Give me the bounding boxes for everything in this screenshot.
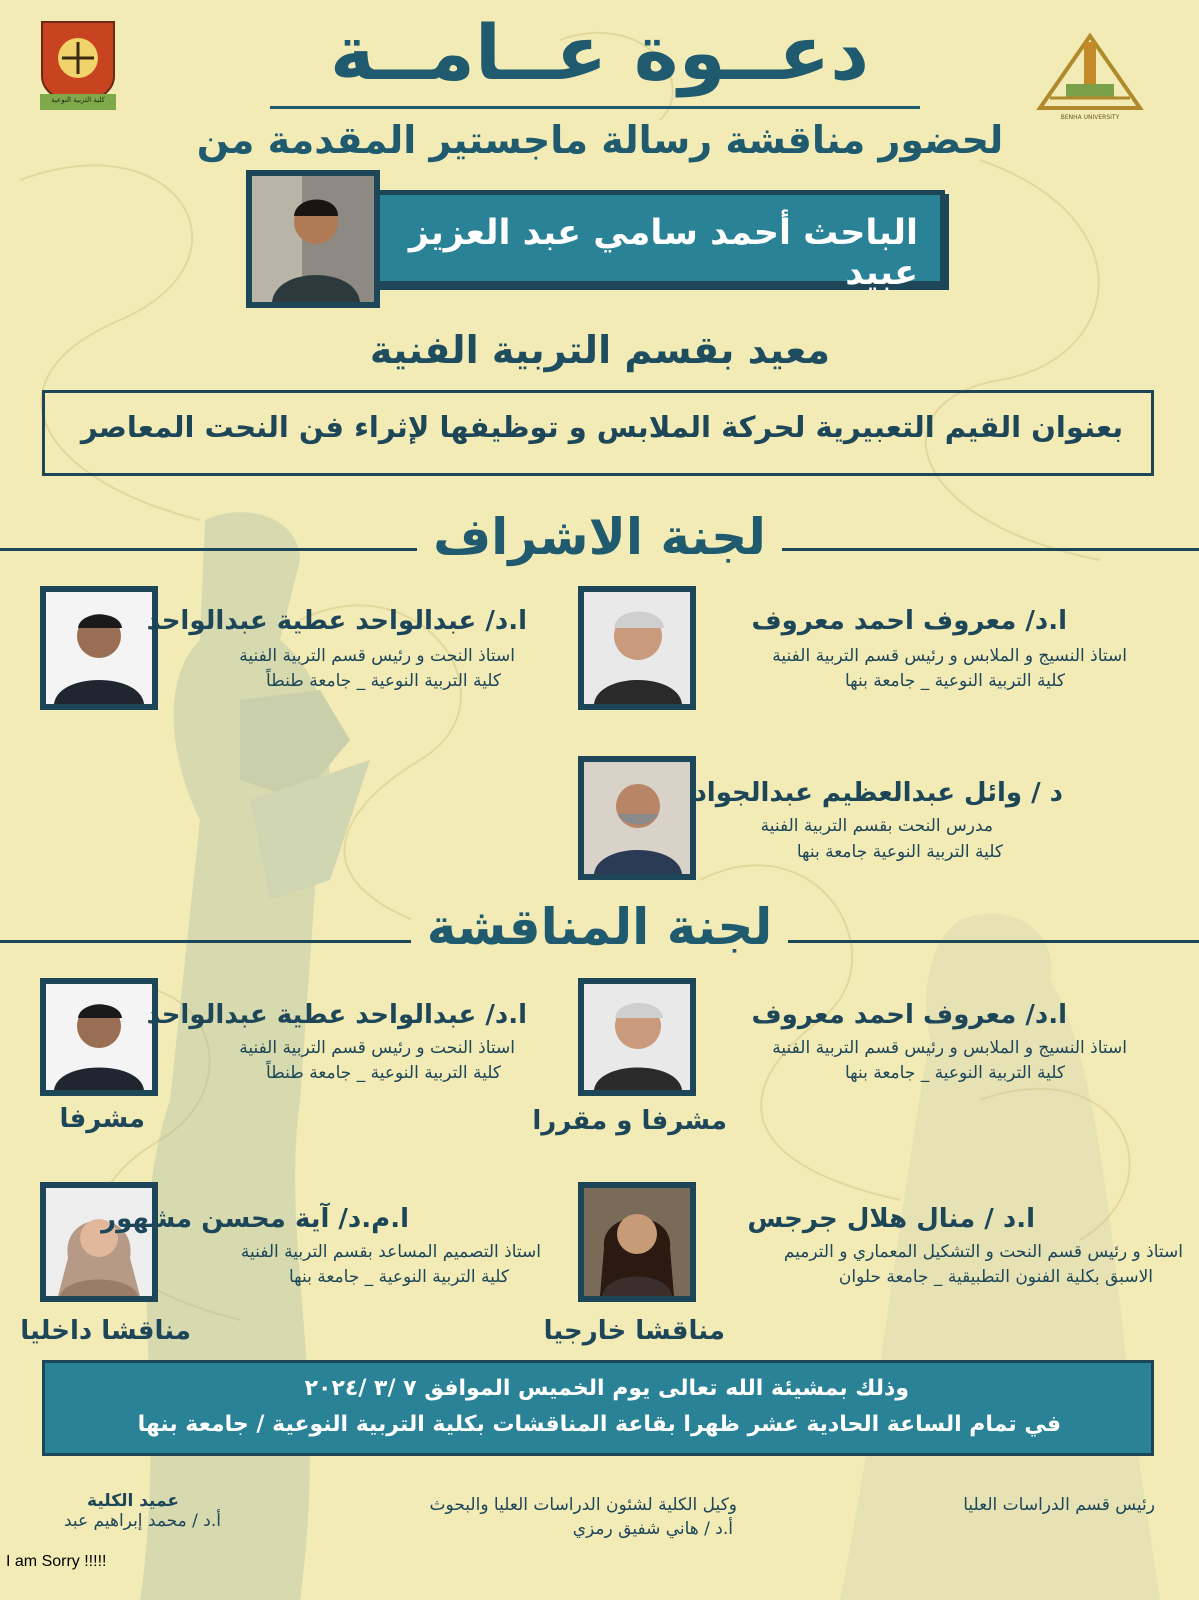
discussion-name-3: ا.د / منال هلال جرجس <box>747 1204 1035 1234</box>
supervisor-photo-2 <box>40 586 158 710</box>
event-time-location-line: في تمام الساعة الحادية عشر ظهرا بقاعة المناقشات بكلية التربية النوعية / جامعة بنها <box>137 1412 1061 1437</box>
discussion-avatar-icon <box>46 984 152 1090</box>
discussion-line2-4: كلية التربية النوعية _ جامعة بنها <box>288 1267 509 1287</box>
discussion-name-1: ا.د/ معروف احمد معروف <box>751 1000 1067 1030</box>
supervisor-name-2: ا.د/ عبدالواحد عطية عبدالواحد <box>146 606 527 636</box>
event-date-line: وذلك بمشيئة الله تعالى يوم الخميس الموافق ٧ /٣ /٢٠٢٤ <box>304 1376 909 1401</box>
researcher-banner <box>370 190 945 293</box>
supervisor-line1-3: مدرس النحت بقسم التربية الفنية <box>760 816 993 836</box>
discussion-photo-1 <box>578 978 696 1096</box>
researcher-photo <box>246 170 380 308</box>
dean-title: عميد الكلية <box>87 1491 179 1511</box>
invitation-title: دعــوة عــامــة <box>329 8 870 97</box>
discussion-photo-2 <box>40 978 158 1096</box>
discussion-line1-2: استاذ النحت و رئيس قسم التربية الفنية <box>239 1038 515 1058</box>
supervisor-avatar-icon <box>584 762 690 874</box>
supervisor-line2-1: كلية التربية النوعية _ جامعة بنها <box>844 671 1065 691</box>
postgrad-head-title: رئيس قسم الدراسات العليا <box>963 1495 1155 1515</box>
event-details-box <box>42 1360 1154 1456</box>
supervisor-line1-1: استاذ النسيج و الملابس و رئيس قسم التربية الفنية <box>772 646 1127 666</box>
discussion-line2-1: كلية التربية النوعية _ جامعة بنها <box>844 1063 1065 1083</box>
discussion-name-2: ا.د/ عبدالواحد عطية عبدالواحد <box>146 1000 527 1030</box>
discussion-line2-2: كلية التربية النوعية _ جامعة طنطاً <box>266 1063 501 1083</box>
discussion-avatar-icon <box>584 984 690 1090</box>
supervisor-name-3: د / وائل عبدالعظيم عبدالجواد <box>693 778 1063 808</box>
discussion-name-4: ا.م.د/ آية محسن مشهور <box>101 1204 409 1234</box>
discussion-role-2: مشرفا <box>59 1104 145 1134</box>
supervisor-line2-3: كلية التربية النوعية جامعة بنها <box>796 842 1003 862</box>
researcher-position: معيد بقسم التربية الفنية <box>369 328 831 372</box>
supervisor-name-1: ا.د/ معروف احمد معروف <box>751 606 1067 636</box>
supervisor-photo-3 <box>578 756 696 880</box>
discussion-role-3: مناقشا خارجيا <box>543 1316 725 1346</box>
invitation-subtitle: لحضور مناقشة رسالة ماجستير المقدمة من <box>196 118 1004 162</box>
discussion-role-4: مناقشا داخليا <box>20 1316 191 1346</box>
apology-note: I am Sorry !!!!! <box>6 1553 107 1570</box>
supervisor-avatar-icon <box>584 592 690 704</box>
researcher-avatar-icon <box>252 176 374 302</box>
vice-dean-title: وكيل الكلية لشئون الدراسات العليا والبحوث <box>429 1495 737 1515</box>
supervisor-avatar-icon <box>46 592 152 704</box>
discussion-photo-4 <box>40 1182 158 1302</box>
discussion-title: لجنة المناقشة <box>411 898 789 956</box>
supervisor-photo-1 <box>578 586 696 710</box>
university-logo-text: BENHA UNIVERSITY <box>1060 114 1120 121</box>
faculty-logo-text: كلية التربية النوعية <box>51 96 105 104</box>
discussion-role-1: مشرفا و مقررا <box>532 1106 727 1136</box>
supervisor-line1-2: استاذ النحت و رئيس قسم التربية الفنية <box>239 646 515 666</box>
dean-name: أ.د / محمد إبراهيم عبد <box>63 1511 221 1531</box>
vice-dean-name: أ.د / هاني شفيق رمزي <box>572 1519 733 1539</box>
discussion-line1-4: استاذ التصميم المساعد بقسم التربية الفنية <box>240 1242 541 1262</box>
discussion-photo-3 <box>578 1182 696 1302</box>
discussion-line1-1: استاذ النسيج و الملابس و رئيس قسم التربية الفنية <box>772 1038 1127 1058</box>
discussion-avatar-icon <box>584 1188 690 1296</box>
researcher-name: الباحث أحمد سامي عبد العزيز عبيد <box>408 213 918 293</box>
title-divider <box>270 106 920 109</box>
supervisor-line2-2: كلية التربية النوعية _ جامعة طنطاً <box>266 671 501 691</box>
discussion-line1-3: استاذ و رئيس قسم النحت و التشكيل المعماري و الترميم <box>783 1242 1183 1262</box>
discussion-line2-3: الاسبق بكلية الفنون التطبيقية _ جامعة حلوان <box>838 1267 1153 1287</box>
supervision-title: لجنة الاشراف <box>417 508 782 566</box>
thesis-title: بعنوان القيم التعبيرية لحركة الملابس و توظيفها لإثراء فن النحت المعاصر <box>80 410 1124 444</box>
